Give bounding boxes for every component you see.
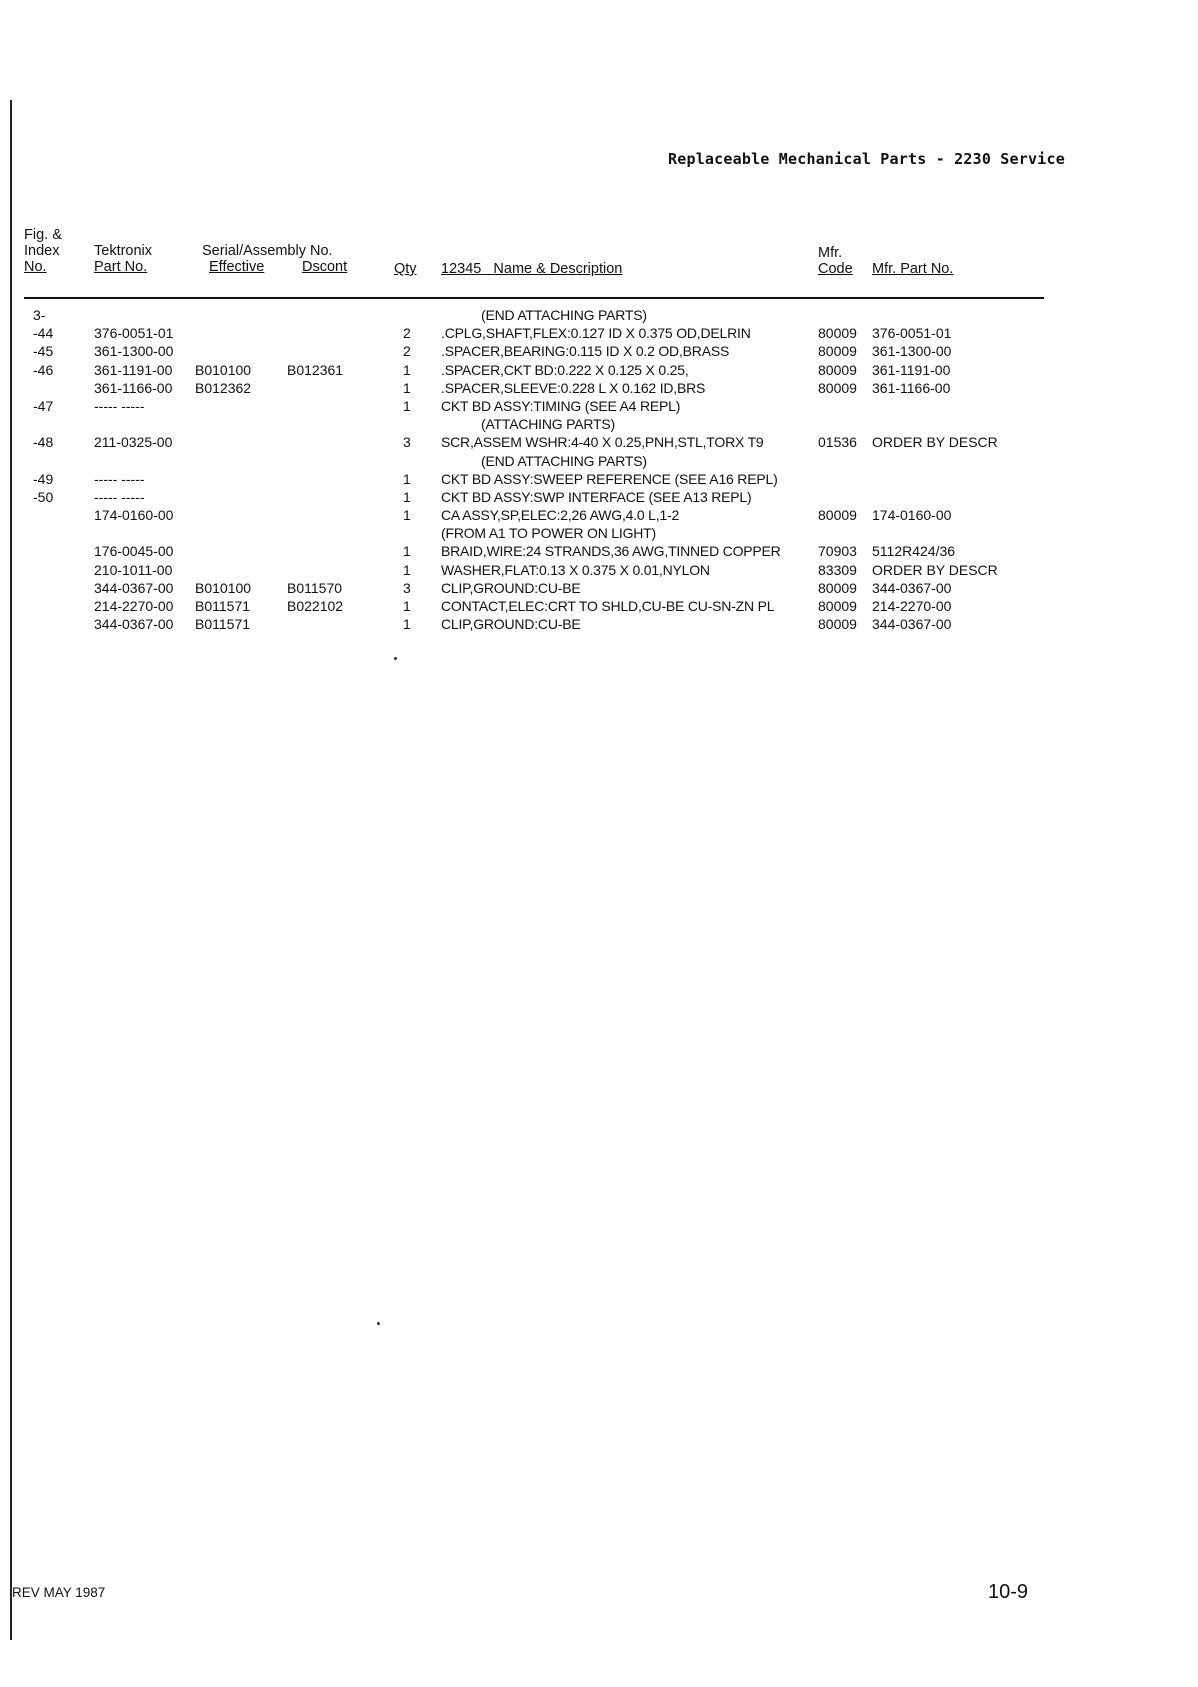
mfr-part-no: 344-0367-00: [872, 616, 952, 633]
effective-serial: B010100: [195, 579, 252, 596]
description: SCR,ASSEM WSHR:4-40 X 0.25,PNH,STL,TORX T9: [441, 434, 764, 451]
description: CKT BD ASSY:SWEEP REFERENCE (SEE A16 REPL): [441, 470, 778, 487]
mfr-part-no: 344-0367-00: [872, 579, 952, 596]
part-no: 344-0367-00: [94, 579, 174, 596]
scan-speck: [394, 657, 397, 660]
mfr-code: 80009: [818, 325, 857, 342]
col-head-mfr-part: Mfr. Part No.: [872, 261, 954, 277]
parts-list: [0, 306, 1198, 633]
effective-serial: B010100: [195, 361, 252, 378]
quantity: 1: [403, 616, 411, 633]
index-no: -46: [33, 361, 54, 378]
mfr-code: 80009: [818, 579, 857, 596]
table-row: [0, 597, 1198, 615]
mfr-code: 80009: [818, 598, 857, 614]
dscont-serial: B011570: [287, 579, 343, 596]
dscont-serial: B022102: [287, 598, 344, 614]
table-row: [0, 415, 1198, 433]
part-no: 214-2270-00: [94, 598, 174, 614]
mfr-code: 80009: [818, 361, 857, 378]
table-row: [0, 397, 1198, 415]
table-row: [0, 433, 1198, 451]
col-head-dscont: Dscont: [302, 259, 348, 275]
table-row: [0, 379, 1198, 397]
table-row: [0, 615, 1198, 633]
mfr-part-no: 5112R424/36: [872, 543, 956, 560]
table-row: [0, 452, 1198, 470]
col-head-qty: Qty: [394, 261, 417, 277]
mfr-part-no: ORDER BY DESCR: [872, 434, 998, 451]
description: CLIP,GROUND:CU-BE: [441, 579, 581, 596]
quantity: 2: [403, 343, 411, 360]
quantity: 2: [403, 325, 411, 342]
part-no: 361-1300-00: [94, 343, 174, 360]
mfr-part-no: ORDER BY DESCR: [872, 561, 998, 578]
description: CA ASSY,SP,ELEC:2,26 AWG,4.0 L,1-2: [441, 507, 680, 524]
table-row: [0, 561, 1198, 579]
mfr-part-no: 361-1300-00: [872, 343, 952, 360]
col-head-mfr-code: Code: [818, 261, 853, 277]
description: WASHER,FLAT:0.13 X 0.375 X 0.01,NYLON: [441, 561, 710, 578]
table-row: [0, 542, 1198, 560]
quantity: 3: [403, 434, 411, 451]
description: CKT BD ASSY:SWP INTERFACE (SEE A13 REPL): [441, 488, 752, 505]
col-head-part-1: Tektronix: [94, 243, 153, 259]
part-no: 361-1191-00: [94, 361, 173, 378]
index-no: -49: [33, 470, 54, 487]
table-row: [0, 579, 1198, 597]
mfr-code: 83309: [818, 561, 857, 578]
mfr-code: 70903: [818, 543, 857, 560]
mfr-part-no: 361-1191-00: [872, 361, 951, 378]
col-head-index-1: Fig. &: [24, 227, 62, 243]
part-no: 176-0045-00: [94, 543, 174, 560]
table-row: [0, 488, 1198, 506]
col-head-mfr-1: Mfr.: [818, 245, 843, 261]
table-row: [0, 470, 1198, 488]
col-head-index-3: No.: [24, 259, 47, 275]
quantity: 1: [403, 598, 411, 614]
quantity: 1: [403, 397, 411, 414]
mfr-code: 80009: [818, 343, 857, 360]
part-no: 174-0160-00: [94, 507, 174, 524]
description: .SPACER,SLEEVE:0.228 L X 0.162 ID,BRS: [441, 379, 706, 396]
quantity: 3: [403, 579, 411, 596]
part-no: 361-1166-00: [94, 379, 173, 396]
mfr-code: 01536: [818, 434, 857, 451]
part-no: 344-0367-00: [94, 616, 174, 633]
index-no: -44: [33, 325, 54, 342]
description: (END ATTACHING PARTS): [481, 452, 647, 469]
part-no: ----- -----: [94, 470, 145, 487]
part-no: 211-0325-00: [94, 434, 173, 451]
table-row: [0, 342, 1198, 360]
index-no: -50: [33, 488, 54, 505]
col-head-part-2: Part No.: [94, 259, 148, 275]
quantity: 1: [403, 361, 411, 378]
index-no: 3-: [33, 307, 46, 323]
description: (FROM A1 TO POWER ON LIGHT): [441, 525, 656, 542]
mfr-part-no: 361-1166-00: [872, 379, 951, 396]
header-underline-rule: [24, 297, 1044, 299]
table-row: [0, 324, 1198, 342]
quantity: 1: [403, 507, 411, 524]
description: .SPACER,BEARING:0.115 ID X 0.2 OD,BRASS: [441, 343, 730, 360]
running-header: Replaceable Mechanical Parts - 2230 Service: [668, 150, 1065, 168]
effective-serial: B011571: [195, 598, 251, 614]
mfr-code: 80009: [818, 616, 857, 633]
mfr-part-no: 174-0160-00: [872, 507, 952, 524]
description: CLIP,GROUND:CU-BE: [441, 616, 581, 633]
description: BRAID,WIRE:24 STRANDS,36 AWG,TINNED COPPER: [441, 543, 781, 560]
scan-speck: [377, 1322, 380, 1325]
description: (ATTACHING PARTS): [481, 416, 616, 433]
table-row: [0, 361, 1198, 379]
page-number: 10-9: [988, 1581, 1029, 1603]
effective-serial: B011571: [195, 616, 251, 633]
table-row: [0, 524, 1198, 542]
col-head-index-2: Index: [24, 243, 60, 259]
col-head-name-desc: 12345 Name & Description: [441, 261, 623, 277]
description: .SPACER,CKT BD:0.222 X 0.125 X 0.25,: [441, 361, 689, 378]
mfr-part-no: 376-0051-01: [872, 325, 952, 342]
description: (END ATTACHING PARTS): [481, 307, 647, 323]
index-no: -48: [33, 434, 54, 451]
col-head-effective: Effective: [209, 259, 265, 275]
part-no: 376-0051-01: [94, 325, 174, 342]
dscont-serial: B012361: [287, 361, 344, 378]
mfr-code: 80009: [818, 507, 857, 524]
index-no: -45: [33, 343, 54, 360]
quantity: 1: [403, 379, 411, 396]
description: .CPLG,SHAFT,FLEX:0.127 ID X 0.375 OD,DELRIN: [441, 325, 751, 342]
revision-note: REV MAY 1987: [12, 1585, 106, 1600]
part-no: 210-1011-00: [94, 561, 173, 578]
quantity: 1: [403, 543, 411, 560]
quantity: 1: [403, 470, 411, 487]
col-head-serial: Serial/Assembly No.: [202, 243, 333, 259]
quantity: 1: [403, 561, 411, 578]
effective-serial: B012362: [195, 379, 252, 396]
part-no: ----- -----: [94, 488, 145, 505]
part-no: ----- -----: [94, 397, 145, 414]
table-row: [0, 306, 1198, 324]
table-row: [0, 506, 1198, 524]
description: CONTACT,ELEC:CRT TO SHLD,CU-BE CU-SN-ZN PL: [441, 598, 775, 614]
mfr-part-no: 214-2270-00: [872, 598, 952, 614]
description: CKT BD ASSY:TIMING (SEE A4 REPL): [441, 397, 681, 414]
mfr-code: 80009: [818, 379, 857, 396]
index-no: -47: [33, 397, 54, 414]
quantity: 1: [403, 488, 411, 505]
